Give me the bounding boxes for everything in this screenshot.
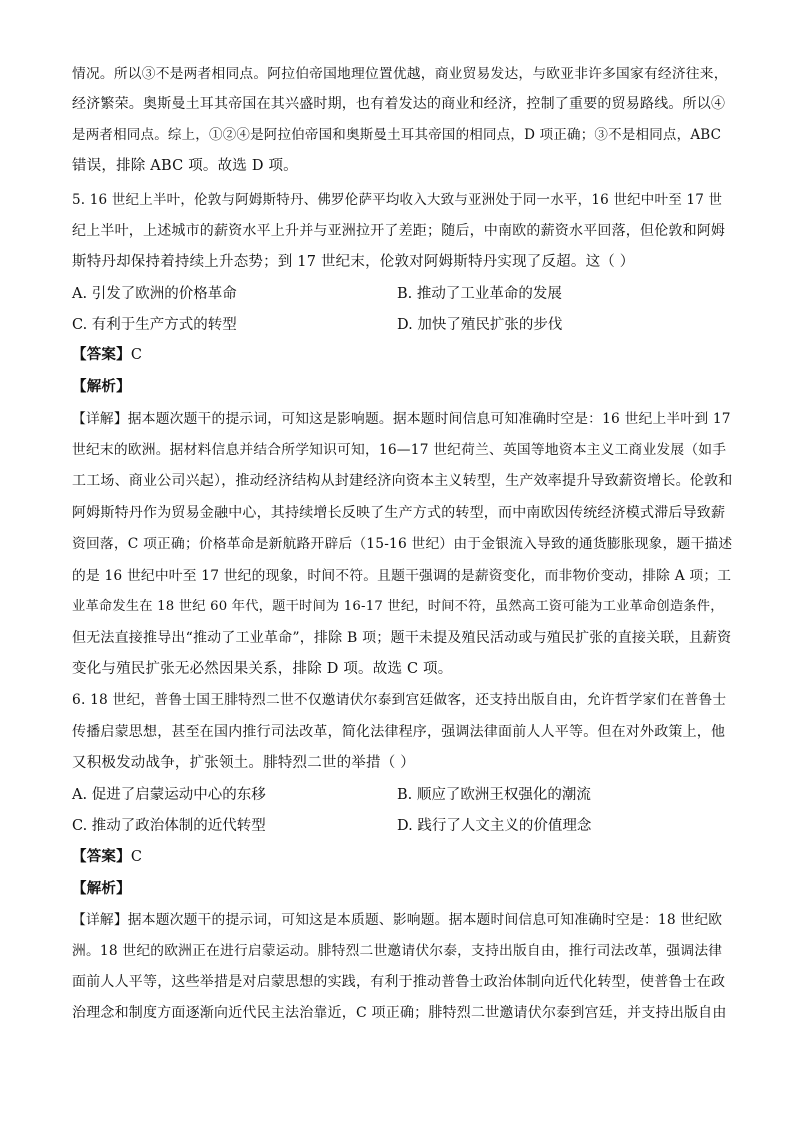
q6-answer-label: 【答案】: [72, 849, 131, 865]
intro-line-4: 错误，排除 ABC 项。故选 D 项。: [72, 158, 298, 174]
q5-detail-line-1: 【详解】据本题次题干的提示词，可知这是影响题。据本题时间信息可知准确时空是：16 世纪上半叶到 17: [72, 411, 731, 427]
q5-detail-line-6: 的是 16 世纪中叶至 17 世纪的现象，时间不符。且题干强调的是薪资变化，而非物价变动，排除 A 项；工: [72, 568, 732, 584]
q6-detail-line-4: 治理念和制度方面逐渐向近代民主法治靠近，C 项正确；腓特烈二世邀请伏尔泰到宫廷，并支持出版自由: [72, 1005, 727, 1021]
q6-stem-line-3: 又积极发动战争，扩张领土。腓特烈二世的举措（ ）: [72, 755, 415, 771]
intro-line-1: 情况。所以③不是两者相同点。阿拉伯帝国地理位置优越，商业贸易发达，与欧亚非许多国家有经济往来，: [72, 66, 728, 82]
q5-answer-label: 【答案】: [72, 347, 131, 363]
q6-detail-line-1: 【详解】据本题次题干的提示词，可知这是本质题、影响题。据本题时间信息可知准确时空是：18 世纪欧: [72, 912, 723, 928]
q6-analysis-label: [72, 879, 732, 899]
q5-detail-line-4: 阿姆斯特丹作为贸易金融中心，其持续增长反映了生产方式的转型，而中南欧因传统经济模式滞后导致薪: [72, 505, 726, 521]
q6-stem-line-2: 传播启蒙思想，甚至在国内推行司法改革，简化法律程序，强调法律面前人人平等。但在对外政策上，他: [72, 724, 726, 740]
q6-answer: [72, 847, 732, 867]
q6-detail-line-3: 面前人人平等，这些举措是对启蒙思想的实践，有利于推动普鲁士政治体制向近代化转型，使普鲁士在政: [72, 974, 726, 990]
q5-analysis-label: [72, 377, 732, 397]
q5-option-d: D. 加快了殖民扩张的步伐: [397, 317, 563, 333]
q6-answer-value: C: [130, 849, 143, 865]
q5-answer-value: C: [130, 347, 143, 363]
q5-detail-line-2: 世纪末的欧洲。据材料信息并结合所学知识可知，16—17 世纪荷兰、英国等地资本主义工商业发展（如手: [72, 442, 727, 458]
intro-line-3: 是两者相同点。综上，①②④是阿拉伯帝国和奥斯曼土耳其帝国的相同点，D 项正确；③不是相同点，ABC: [72, 127, 722, 143]
q5-detail-line-7: 业革命发生在 18 世纪 60 年代，题干时间为 16-17 世纪，时间不符，虽然高工资可能为工业革命创造条件，: [72, 599, 724, 614]
q6-option-d: D. 践行了人文主义的价值理念: [397, 818, 592, 834]
q5-analysis-label-text: 【解析】: [72, 379, 131, 395]
q5-detail-line-3: 工工场、商业公司兴起），推动经济结构从封建经济向资本主义转型，生产效率提升导致薪资增长。伦敦和: [72, 473, 733, 489]
q5-option-b: B. 推动了工业革命的发展: [397, 286, 562, 302]
q5-detail-line-5: 资回落，C 项正确；价格革命是新航路开辟后（15-16 世纪）由于金银流入导致的通货膨胀现象，题干描述: [72, 536, 733, 552]
q6-option-b: B. 顺应了欧洲王权强化的潮流: [397, 787, 591, 803]
q5-stem-line-3: 斯特丹却保持着持续上升态势；到 17 世纪末，伦敦对阿姆斯特丹实现了反超。这（ ）: [72, 254, 635, 270]
intro-line-2: 经济繁荣。奥斯曼土耳其帝国在其兴盛时期，也有着发达的商业和经济，控制了重要的贸易路线。所以④: [72, 96, 726, 112]
q6-stem-line-1: 6. 18 世纪，普鲁士国王腓特烈二世不仅邀请伏尔泰到宫廷做客，还支持出版自由，允许哲学家们在普鲁士: [72, 692, 727, 708]
q5-detail-line-8: 但无法直接推导出“推动了工业革命”，排除 B 项；题干未提及殖民活动或与殖民扩张的直接关联，且薪资: [72, 630, 732, 646]
q6-option-a: A. 促进了启蒙运动中心的东移: [72, 787, 266, 803]
q5-detail-line-9: 变化与殖民扩张无必然因果关系，排除 D 项。故选 C 项。: [72, 661, 453, 677]
q5-stem-line-2: 纪上半叶，上述城市的薪资水平上升并与亚洲拉开了差距；随后，中南欧的薪资水平回落，但伦敦和阿姆: [72, 223, 726, 239]
q6-option-c: C. 推动了政治体制的近代转型: [72, 818, 266, 834]
q5-option-a: A. 引发了欧洲的价格革命: [72, 286, 237, 302]
q6-detail-line-2: 洲。18 世纪的欧洲正在进行启蒙运动。腓特烈二世邀请伏尔泰，支持出版自由，推行司法改革，强调法律: [72, 943, 723, 959]
q6-analysis-label-text: 【解析】: [72, 881, 131, 897]
q5-answer: [72, 345, 732, 365]
q5-option-c: C. 有利于生产方式的转型: [72, 317, 237, 333]
q5-stem-line-1: 5. 16 世纪上半叶，伦敦与阿姆斯特丹、佛罗伦萨平均收入大致与亚洲处于同一水平，16 世纪中叶至 17 世: [72, 192, 723, 208]
